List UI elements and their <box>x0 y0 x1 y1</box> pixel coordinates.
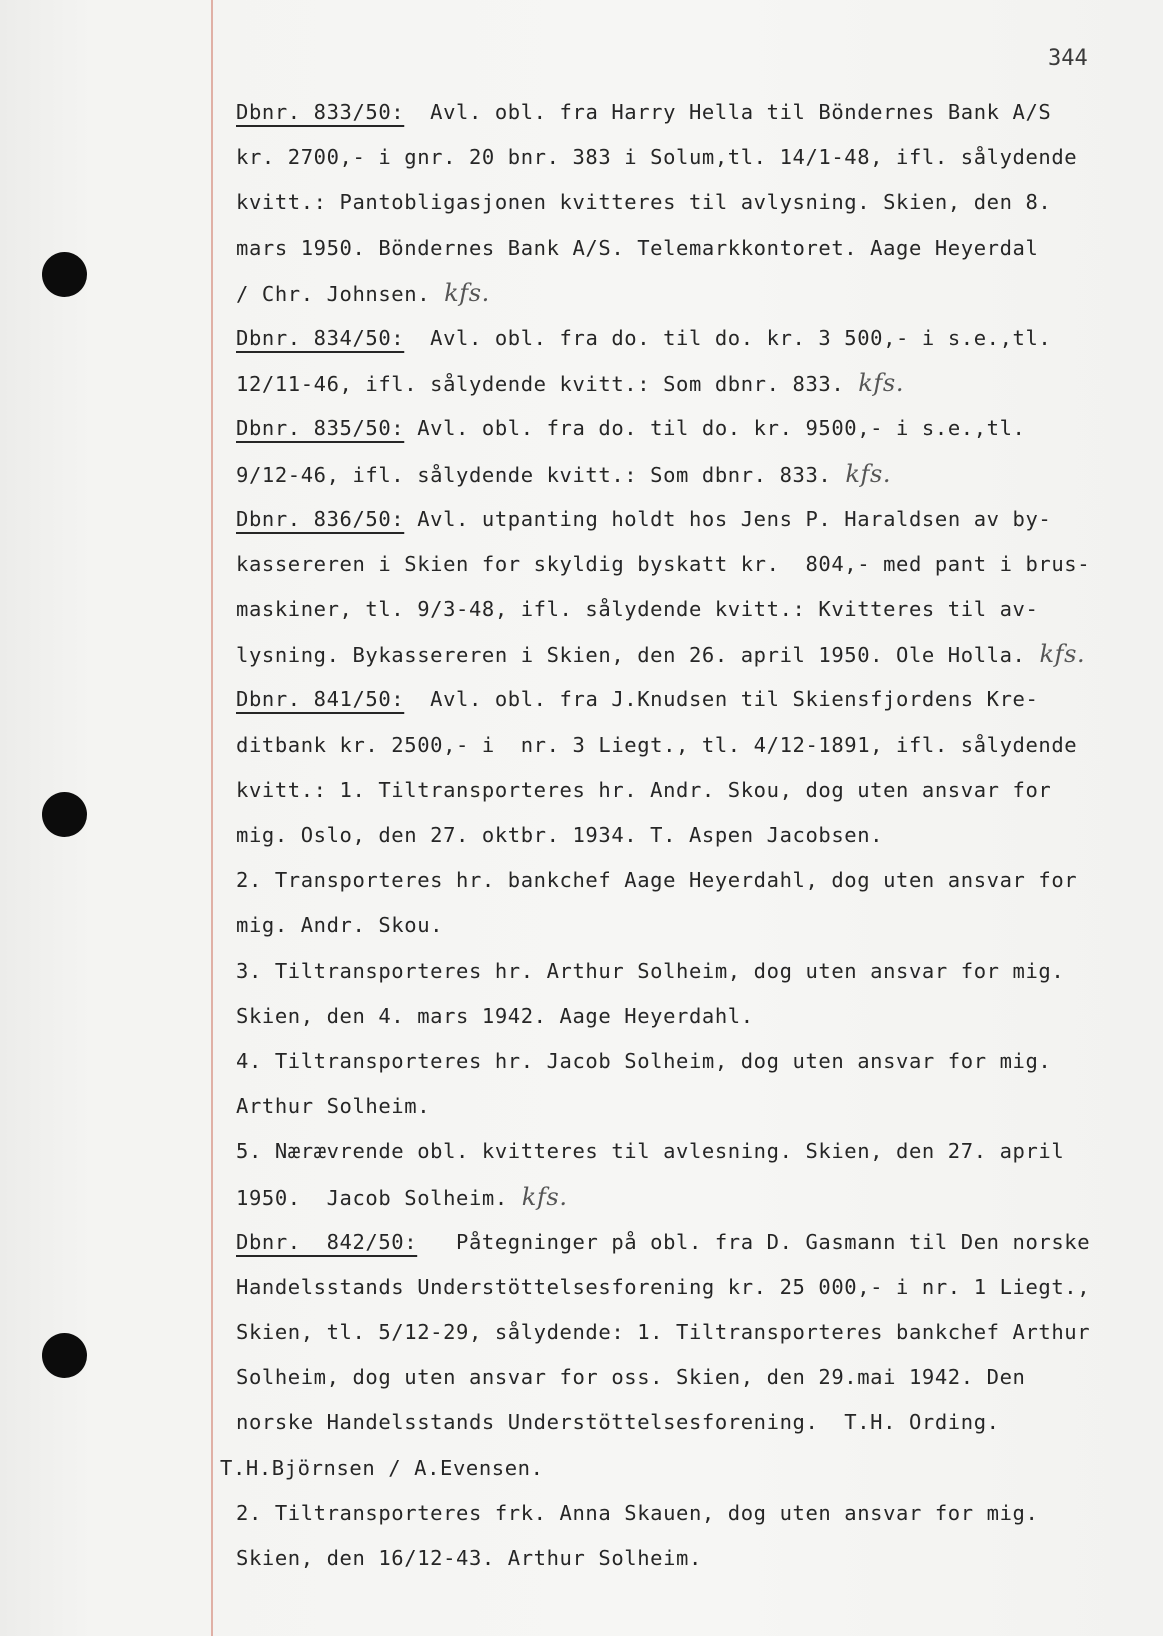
line-text: ditbank kr. 2500,- i nr. 3 Liegt., tl. 4/12-1891, ifl. sålydende <box>236 732 1078 757</box>
line-text: Arthur Solheim. <box>236 1094 431 1119</box>
text-line <box>236 903 1136 948</box>
text-line <box>236 1355 1136 1400</box>
punch-hole <box>42 252 87 297</box>
text-line <box>236 723 1136 768</box>
text-line <box>236 1220 1136 1265</box>
text-line <box>236 1491 1136 1536</box>
handwritten-initials: kfs. <box>1039 640 1086 669</box>
line-text: kvitt.: 1. Tiltransporteres hr. Andr. Skou, dog uten ansvar for <box>236 777 1052 802</box>
line-text: maskiner, tl. 9/3-48, ifl. sålydende kvitt.: Kvitteres til av- <box>236 597 1039 622</box>
text-line <box>236 1084 1136 1129</box>
text-line <box>236 1536 1136 1581</box>
text-line <box>236 1175 1136 1220</box>
entry-reference: Dbnr. 842/50: <box>236 1229 418 1254</box>
handwritten-initials: kfs. <box>858 369 905 398</box>
text-line <box>236 1039 1136 1084</box>
text-line <box>236 180 1136 225</box>
line-text: Avl. obl. fra J.Knudsen til Skiensfjordens Kre- <box>404 687 1039 712</box>
text-line <box>236 542 1136 587</box>
line-text: 3. Tiltransporteres hr. Arthur Solheim, dog uten ansvar for mig. <box>236 958 1065 983</box>
text-line <box>236 361 1136 406</box>
text-line <box>236 1265 1136 1310</box>
text-line <box>236 1129 1136 1174</box>
line-text: mig. Andr. Skou. <box>236 913 444 938</box>
line-text: T.H.Björnsen / A.Evensen. <box>220 1455 544 1480</box>
line-text: 5. Nærævrende obl. kvitteres til avlesning. Skien, den 27. april <box>236 1139 1065 1164</box>
text-line <box>220 1446 1136 1491</box>
text-line <box>236 1400 1136 1445</box>
text-line <box>236 316 1136 361</box>
text-line <box>236 632 1136 677</box>
line-text: Avl. obl. fra Harry Hella til Böndernes Bank A/S <box>404 100 1052 124</box>
line-text: kr. 2700,- i gnr. 20 bnr. 383 i Solum,tl. 14/1-48, ifl. sålydende <box>236 145 1078 170</box>
punch-hole <box>42 1333 87 1378</box>
line-text: 1950. Jacob Solheim. <box>236 1185 508 1210</box>
text-line <box>236 452 1136 497</box>
line-text: kassereren i Skien for skyldig byskatt kr. 804,- med pant i brus- <box>236 551 1091 576</box>
line-text: mars 1950. Böndernes Bank A/S. Telemarkkontoret. Aage Heyerdal <box>236 235 1039 260</box>
punch-hole <box>42 792 87 837</box>
line-text: Skien, den 4. mars 1942. Aage Heyerdahl. <box>236 1003 754 1028</box>
text-line <box>236 271 1136 316</box>
text-line <box>236 768 1136 813</box>
text-line <box>236 226 1136 271</box>
handwritten-initials: kfs. <box>444 278 490 307</box>
line-text: Skien, den 16/12-43. Arthur Solheim. <box>236 1546 702 1570</box>
text-line <box>236 587 1136 632</box>
entry-reference: Dbnr. 841/50: <box>236 687 405 712</box>
text-line <box>236 135 1136 180</box>
line-text: 12/11-46, ifl. sålydende kvitt.: Som dbnr. 833. <box>236 372 845 397</box>
page-number: 344 <box>1048 46 1088 71</box>
line-text: Solheim, dog uten ansvar for oss. Skien, den 29.mai 1942. Den <box>236 1365 1026 1390</box>
entry-reference: Dbnr. 836/50: <box>236 506 405 531</box>
line-text: 4. Tiltransporteres hr. Jacob Solheim, dog uten ansvar for mig. <box>236 1048 1052 1073</box>
line-text: Avl. obl. fra do. til do. kr. 3 500,- i s.e.,tl. <box>404 325 1052 350</box>
line-text: Skien, tl. 5/12-29, sålydende: 1. Tiltransporteres bankchef Arthur <box>236 1320 1091 1345</box>
line-text: Avl. utpanting holdt hos Jens P. Haraldsen av by- <box>404 506 1052 531</box>
line-text: 2. Transporteres hr. bankchef Aage Heyerdahl, dog uten ansvar for <box>236 868 1078 893</box>
line-text: 2. Tiltransporteres frk. Anna Skauen, dog uten ansvar for mig. <box>236 1500 1039 1525</box>
line-text: / Chr. Johnsen. <box>236 281 431 306</box>
entry-reference: Dbnr. 834/50: <box>236 325 405 350</box>
text-line <box>236 858 1136 903</box>
document-body <box>220 90 1136 1581</box>
line-text: norske Handelsstands Understöttelsesforening. T.H. Ording. <box>236 1410 1000 1435</box>
line-text: kvitt.: Pantobligasjonen kvitteres til avlysning. Skien, den 8. <box>236 190 1052 215</box>
text-line <box>236 813 1136 858</box>
text-line <box>236 406 1136 451</box>
line-text: Handelsstands Understöttelsesforening kr. 25 000,- i nr. 1 Liegt., <box>236 1274 1091 1299</box>
line-text: Avl. obl. fra do. til do. kr. 9500,- i s.e.,tl. <box>404 416 1026 441</box>
text-line <box>236 949 1136 994</box>
text-line <box>236 1310 1136 1355</box>
line-text: lysning. Bykassereren i Skien, den 26. april 1950. Ole Holla. <box>236 643 1026 668</box>
text-line <box>236 497 1136 542</box>
entry-reference: Dbnr. 833/50: <box>236 100 405 124</box>
text-line <box>236 677 1136 722</box>
entry-reference: Dbnr. 835/50: <box>236 416 405 441</box>
margin-rule <box>211 0 213 1636</box>
line-text: Påtegninger på obl. fra D. Gasmann til Den norske <box>417 1229 1091 1254</box>
line-text: mig. Oslo, den 27. oktbr. 1934. T. Aspen Jacobsen. <box>236 823 884 847</box>
text-line <box>236 90 1136 135</box>
handwritten-initials: kfs. <box>845 459 892 488</box>
text-line <box>236 994 1136 1039</box>
handwritten-initials: kfs. <box>521 1182 568 1211</box>
line-text: 9/12-46, ifl. sålydende kvitt.: Som dbnr. 833. <box>236 462 832 487</box>
